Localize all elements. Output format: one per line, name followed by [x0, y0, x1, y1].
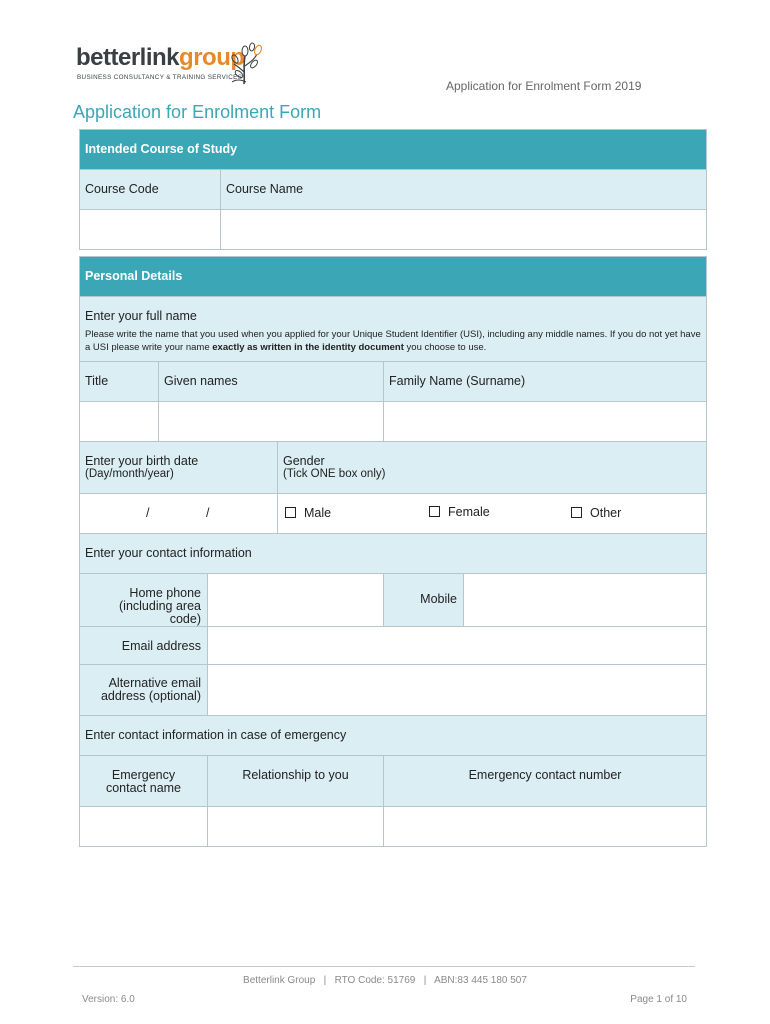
birth-date-label-cell — [80, 442, 278, 494]
date-separator-2: / — [206, 506, 210, 520]
family-name-field[interactable] — [384, 402, 707, 442]
alt-email-label: Alternative email address (optional) — [80, 665, 208, 716]
company-logo — [76, 44, 276, 92]
tree-logo-icon — [230, 42, 264, 86]
contact-section-heading: Enter your contact information — [80, 534, 707, 574]
document-header-title: Application for Enrolment Form 2019 — [446, 79, 642, 93]
logo-word-part2: group — [179, 44, 245, 71]
course-name-field[interactable] — [221, 210, 707, 250]
relationship-label: Relationship to you — [208, 756, 384, 807]
course-name-label: Course Name — [221, 170, 707, 210]
usi-instructions — [85, 328, 701, 354]
checkbox-icon[interactable] — [571, 507, 582, 518]
footer-divider — [73, 966, 695, 967]
gender-option-other[interactable] — [571, 506, 621, 520]
gender-option-male-label: Male — [304, 506, 332, 520]
full-name-section — [80, 297, 707, 362]
page-title: Application for Enrolment Form — [73, 102, 322, 122]
birth-date-field[interactable] — [80, 494, 278, 534]
gender-label: Gender — [283, 454, 325, 468]
home-phone-field[interactable] — [208, 574, 384, 627]
mobile-field[interactable] — [464, 574, 707, 627]
given-names-label: Given names — [159, 362, 384, 402]
personal-section-heading: Personal Details — [80, 257, 707, 297]
gender-instruction: (Tick ONE box only) — [283, 468, 386, 480]
course-table — [79, 129, 707, 250]
family-name-label: Family Name (Surname) — [384, 362, 707, 402]
emergency-section-heading: Enter contact information in case of emergency — [80, 716, 707, 756]
footer-version: Version: 6.0 — [82, 994, 135, 1005]
gender-option-female-label: Female — [448, 505, 490, 519]
course-code-field[interactable] — [80, 210, 221, 250]
logo-wordmark — [76, 44, 245, 72]
gender-option-other-label: Other — [590, 506, 622, 520]
date-separator-1: / — [146, 506, 150, 520]
usi-note-part2: you choose to use. — [403, 342, 487, 353]
emergency-number-label: Emergency contact number — [384, 756, 707, 807]
emergency-name-field[interactable] — [80, 807, 208, 847]
email-field[interactable] — [208, 627, 707, 665]
personal-details-table — [79, 256, 707, 847]
gender-options-cell — [278, 494, 707, 534]
emergency-name-label: Emergency contact name — [80, 756, 208, 807]
birth-date-format: (Day/month/year) — [85, 468, 174, 480]
checkbox-icon[interactable] — [429, 506, 440, 517]
title-field[interactable] — [80, 402, 159, 442]
given-names-field[interactable] — [159, 402, 384, 442]
checkbox-icon[interactable] — [285, 507, 296, 518]
title-label: Title — [80, 362, 159, 402]
relationship-field[interactable] — [208, 807, 384, 847]
footer-page-number: Page 1 of 10 — [630, 994, 687, 1005]
course-section-heading: Intended Course of Study — [80, 130, 707, 170]
gender-option-female[interactable] — [429, 505, 490, 519]
email-label: Email address — [80, 627, 208, 665]
logo-word-part1: betterlink — [76, 44, 180, 71]
gender-option-male[interactable] — [285, 506, 331, 520]
footer-company-info: Betterlink Group | RTO Code: 51769 | ABN:83 445 180 507 — [243, 975, 527, 986]
alt-email-field[interactable] — [208, 665, 707, 716]
emergency-number-field[interactable] — [384, 807, 707, 847]
usi-note-bold: exactly as written in the identity document — [212, 342, 404, 353]
gender-label-cell — [278, 442, 707, 494]
home-phone-label: Home phone (including area code) — [80, 574, 208, 627]
logo-tagline: BUSINESS CONSULTANCY & TRAINING SERVICES — [77, 74, 243, 81]
usi-note-part1: Please write the name that you used when you applied for your Unique Student Identifier (USI), including any middle names. If you do not yet have a USI please write your name — [85, 329, 701, 353]
mobile-label: Mobile — [384, 574, 464, 627]
full-name-title: Enter your full name — [85, 309, 197, 323]
course-code-label: Course Code — [80, 170, 221, 210]
birth-date-label: Enter your birth date — [85, 454, 199, 468]
